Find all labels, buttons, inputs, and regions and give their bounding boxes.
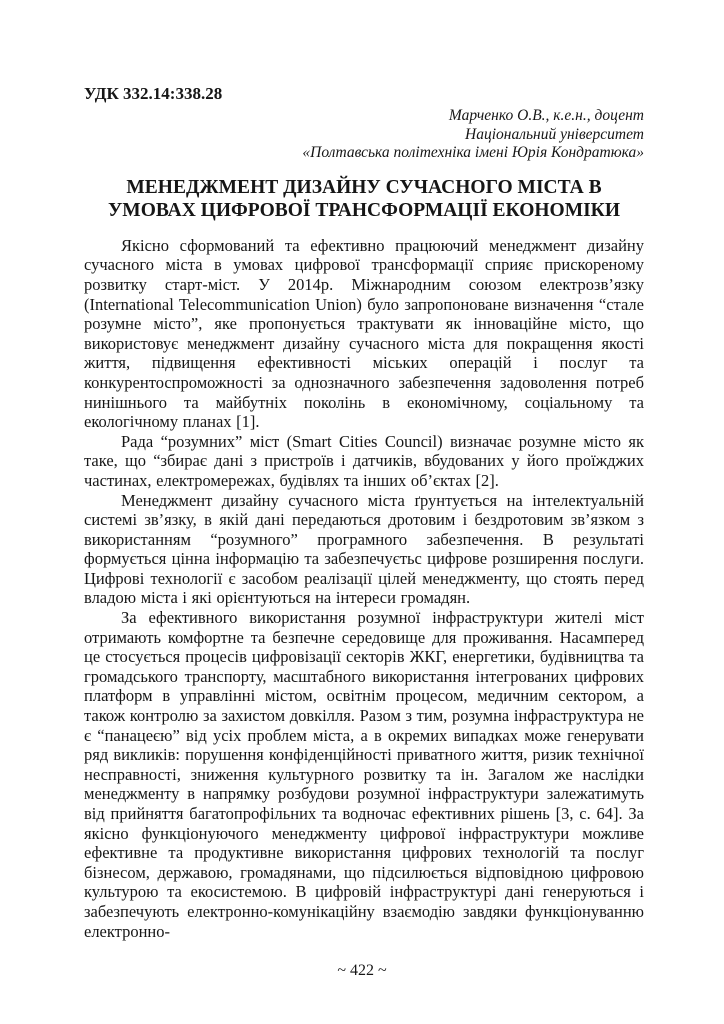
author-affiliation-institution: «Полтавська політехніка імені Юрія Кондратюка»	[302, 144, 644, 162]
article-title-line-1: МЕНЕДЖМЕНТ ДИЗАЙНУ СУЧАСНОГО МІСТА В	[126, 176, 602, 198]
author-name: Марченко О.В., к.е.н., доцент	[448, 107, 644, 124]
page-content	[84, 84, 644, 941]
udc-code: УДК 332.14:338.28	[84, 84, 223, 103]
article-paragraph-4: За ефективного використання розумної інфраструктури жителі міст отримають комфортне та безпечне середовище для проживання. Насамперед це стосується процесів цифровізації секторів ЖКГ, енергетики, будівництва та громадського транспорту, масштабного використання інтегрованих цифрових платформ в управлінні містом, освітнім процесом, медичним сектором, а також контролю за захистом довкілля. Разом з тим, розумна інфраструктура не є “панацеєю” від усіх проблем міста, а в окремих випадках може генерувати ряд викликів: порушення конфіденційності приватного життя, ризик технічної несправності, зниження культурного розвитку та ін. Загалом же наслідки менеджменту в напрямку розбудови розумної інфраструктури залежатимуть від прийняття багатопрофільних та водночас ефективних рішень [3, с. 64]. За якісно функціонуючого менеджменту цифрової інфраструктури можливе ефективне та продуктивне використання цифрових технологій та послуг бізнесом, державою, громадянами, що підсилюється відповідною цифровою культурою та екосистемою. В цифровій інфраструктурі дані генеруються і забезпечують електронно-комунікаційну взаємодію завдяки функціонуванню електронно-	[84, 608, 644, 941]
article-paragraph-3: Менеджмент дизайну сучасного міста ґрунтується на інтелектуальній системі зв’язку, в якій дані передаються дротовим і бездротовим зв’язком з використанням “розумного” програмного забезпечення. В результаті формується цінна інформацію та забезпечуєтьс цифрове розширення послуги. Цифрові технології є засобом реалізації цілей менеджменту, що стоять перед владою міста і які орієнтуються на інтереси громадян.	[84, 490, 644, 608]
article-paragraph-1: Якісно сформований та ефективно працюючий менеджмент дизайну сучасного міста в умовах цифрової трансформації сприяє прискореному розвитку старт-міст. У 2014р. Міжнародним союзом електрозв’язку (International Telecommunication Union) було запропоноване визначення “стале розумне місто”, яке пропонується трактувати як інноваційне місто, що використовує менеджмент дизайну сучасного міста для покращення якості життя, підвищення ефективності міських операцій і послуг та конкурентоспроможності за однозначного забезпечення задоволення потреб нинішнього та майбутніх поколінь в економічному, соціальному та екологічному планах [1].	[84, 235, 644, 432]
author-affiliation: Національний університет	[465, 125, 644, 143]
page-number: ~ 422 ~	[337, 962, 387, 979]
article-paragraph-2: Рада “розумних” міст (Smart Cities Council) визначає розумне місто як таке, що “збирає дані з пристроїв і датчиків, вбудованих у його проїжджих частинах, електромережах, будівлях та інших об’єктах [2].	[84, 431, 644, 490]
article-title-line-2: УМОВАХ ЦИФРОВОЇ ТРАНСФОРМАЦІЇ ЕКОНОМІКИ	[107, 200, 620, 222]
article-title	[84, 176, 644, 223]
author-block	[84, 107, 644, 163]
